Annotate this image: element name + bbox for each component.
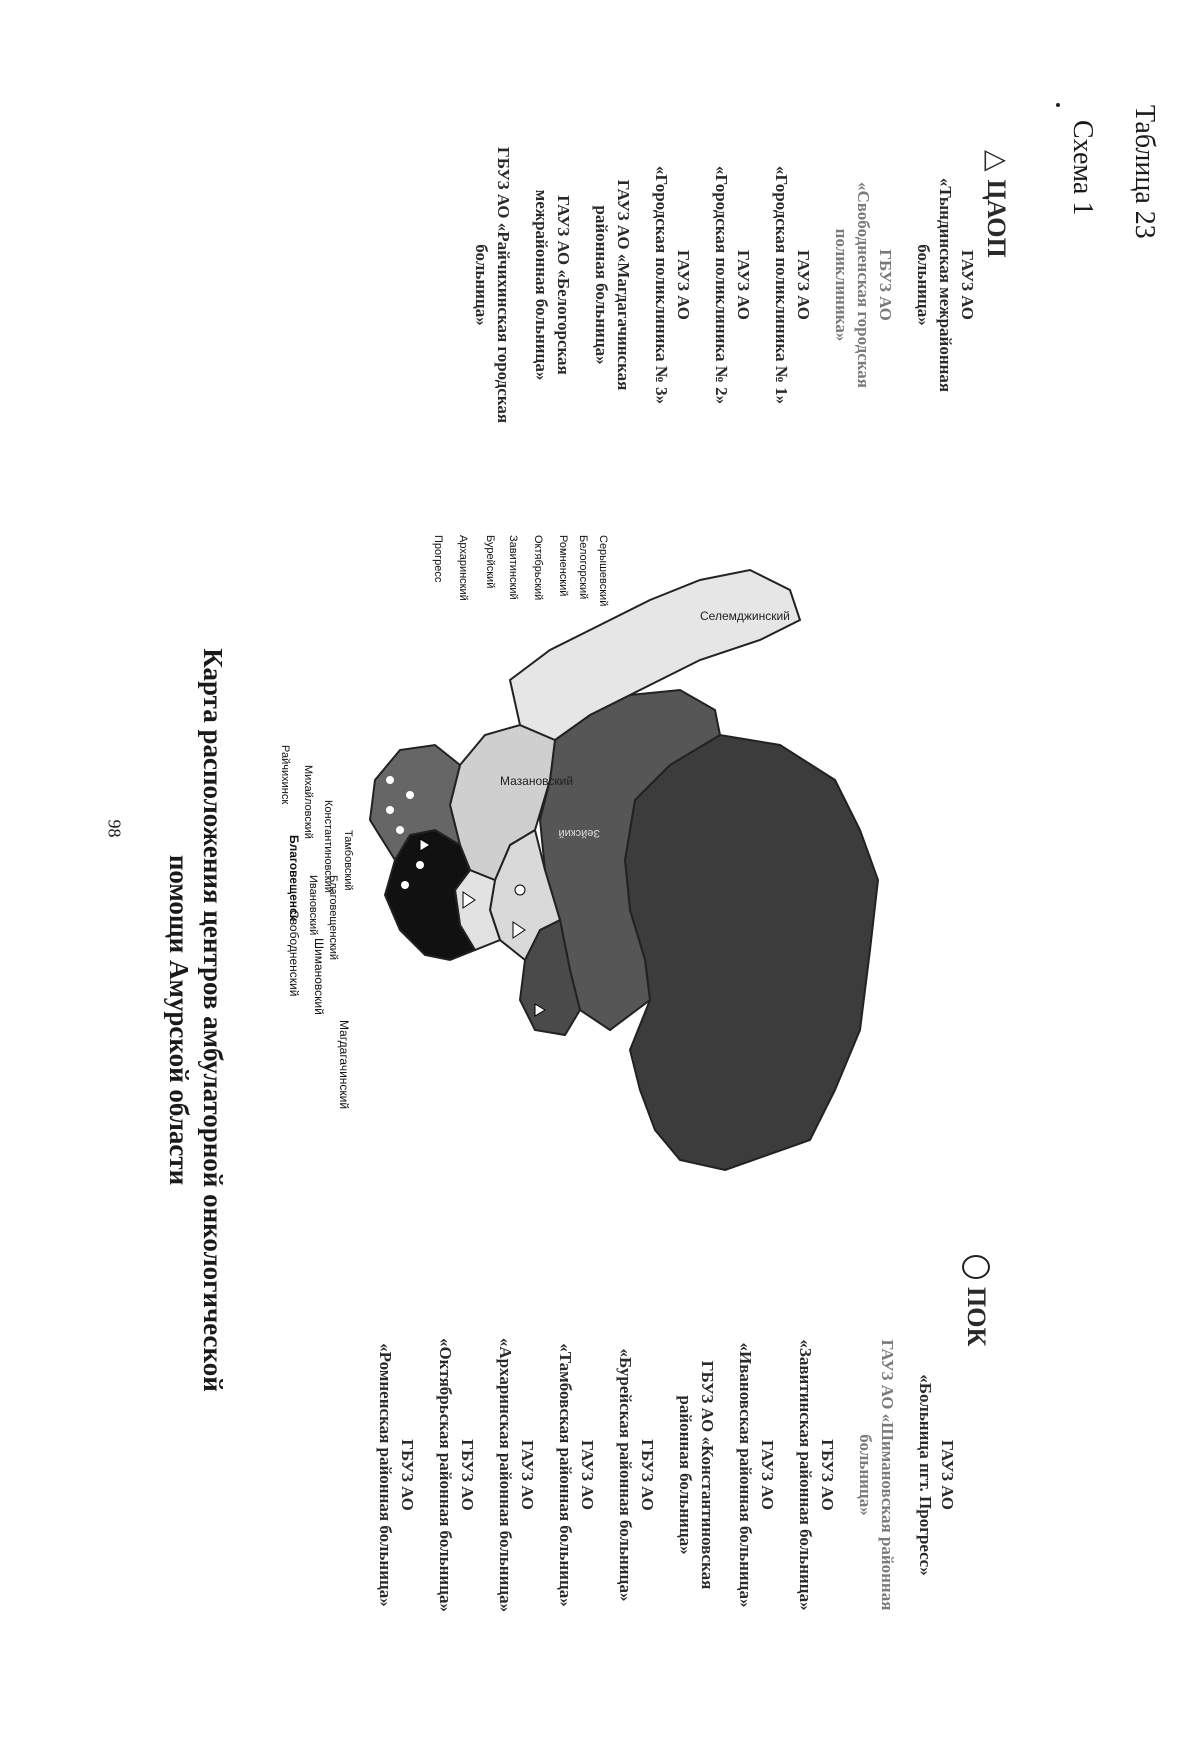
legend-pok: [358, 1195, 990, 1755]
entry-line: ГБУЗ АО: [818, 1439, 837, 1511]
legend-entry: [912, 90, 978, 480]
pok-marker-circle: [386, 776, 394, 784]
entry-line: ГАУЗ АО: [518, 1440, 537, 1510]
legend-entry: [374, 1195, 418, 1755]
map-label: Шимановский: [312, 938, 326, 1015]
pok-marker-circle: [396, 826, 404, 834]
triangle-icon: △: [981, 150, 1012, 172]
legend-entry: [614, 1195, 658, 1755]
legend-entry: [830, 90, 896, 480]
legend-entry: [794, 1195, 838, 1755]
map-label: Зейский: [558, 827, 600, 839]
map-label: Райчихинск: [279, 745, 291, 805]
entry-line: районная больница»: [592, 205, 611, 365]
map-label: Завитинский: [507, 535, 519, 600]
entry-line: «Городская поликлиника № 2»: [712, 165, 731, 405]
pok-marker-circle: [401, 881, 409, 889]
map-label: Октябрьский: [532, 535, 544, 601]
entry-line: ГАУЗ АО «Шимановская районная: [878, 1339, 897, 1611]
legend-entry: [710, 90, 754, 480]
entry-line: «Городская поликлиника № 3»: [652, 165, 671, 405]
entry-line: ГБУЗ АО «Райчихинская городская: [494, 146, 513, 424]
legend-entry: [854, 1195, 898, 1755]
entry-line: «Тамбовская районная больница»: [556, 1343, 575, 1607]
entry-line: «Завитинская районная больница»: [796, 1339, 815, 1611]
entry-line: ГБУЗ АО: [638, 1439, 657, 1511]
map-label: Прогресс: [432, 535, 444, 583]
region-tyndinsky: [625, 735, 878, 1170]
map-label: Магдагачинский: [337, 1020, 351, 1110]
legend-entry: [734, 1195, 778, 1755]
entry-line: ГАУЗ АО: [734, 250, 753, 320]
entry-line: ГБУЗ АО: [398, 1439, 417, 1511]
entry-line: больница»: [472, 244, 491, 326]
map-label: Благовещенский: [327, 875, 339, 961]
entry-line: ГАУЗ АО: [794, 250, 813, 320]
entry-line: ГБУЗ АО «Константиновская: [698, 1360, 717, 1590]
entry-line: «Бурейская районная больница»: [616, 1348, 635, 1602]
map-label: Ивановский: [307, 875, 319, 936]
entry-line: «Городская поликлиника № 1»: [772, 165, 791, 405]
legend-caop-title: ЦАОП: [982, 179, 1011, 258]
entry-line: ГАУЗ АО «Магдагачинская: [614, 179, 633, 391]
entry-line: районная больница»: [676, 1395, 695, 1555]
map-label: Селемджинский: [700, 609, 790, 623]
map-label: Белогорский: [577, 535, 589, 600]
entry-line: ГБУЗ АО: [458, 1439, 477, 1511]
map-label: Мазановский: [500, 774, 574, 788]
amur-region-map: [270, 530, 930, 1190]
circle-icon: [962, 1255, 990, 1279]
map-title-line-2: помощи Амурской области: [164, 854, 194, 1186]
map-label: Архаринский: [457, 535, 469, 601]
table-label: Таблица 23: [1129, 105, 1160, 239]
legend-entry: [650, 90, 694, 480]
entry-line: «Тындинская межрайонная: [936, 177, 955, 393]
entry-line: больница»: [856, 1434, 875, 1516]
entry-line: ГАУЗ АО: [938, 1440, 957, 1510]
map-label: Тамбовский: [342, 830, 354, 891]
legend-caop: [454, 90, 1010, 480]
entry-line: «Ивановская районная больница»: [736, 1342, 755, 1608]
legend-caop-heading: [982, 150, 1010, 480]
pok-marker-circle: [386, 806, 394, 814]
legend-entry: [434, 1195, 478, 1755]
legend-entry: [590, 90, 634, 480]
entry-line: ГАУЗ АО: [758, 1440, 777, 1510]
entry-line: ГАУЗ АО: [674, 250, 693, 320]
entry-line: межрайонная больница»: [532, 189, 551, 381]
map-label: Константиновский: [322, 800, 334, 893]
entry-line: ГБУЗ АО: [876, 249, 895, 321]
rotated-page-content: [20, 90, 1160, 1690]
legend-pok-title: ПОК: [962, 1287, 991, 1347]
legend-entry: [770, 90, 814, 480]
map-title: [162, 630, 230, 1410]
map-title-line-1: Карта расположения центров амбулаторной онкологической: [198, 648, 228, 1392]
map-label: Ромненский: [557, 535, 569, 597]
legend-entry: [914, 1195, 958, 1755]
entry-line: больница»: [914, 244, 933, 326]
map-label: Благовещенск: [287, 835, 301, 921]
pok-marker-circle: [515, 885, 525, 895]
legend-entry: [530, 90, 574, 480]
entry-line: поликлиника»: [832, 228, 851, 342]
entry-line: ГАУЗ АО «Белогорская: [554, 195, 573, 375]
map-label: Михайловский: [302, 765, 314, 839]
pok-marker-circle: [406, 791, 414, 799]
legend-entry: [674, 1195, 718, 1755]
legend-entry: [470, 90, 514, 480]
entry-line: «Свободненская городская: [854, 181, 873, 389]
legend-entry: [554, 1195, 598, 1755]
entry-line: «Больница пгт. Прогресс»: [916, 1374, 935, 1576]
legend-entry: [494, 1195, 538, 1755]
entry-line: ГАУЗ АО: [578, 1440, 597, 1510]
pok-marker-circle: [416, 861, 424, 869]
map-label: Свободненский: [287, 910, 301, 997]
entry-line: ГАУЗ АО: [958, 250, 977, 320]
legend-pok-heading: [962, 1255, 990, 1755]
page-number: 98: [104, 819, 125, 838]
schema-label: Схема 1: [1067, 120, 1098, 216]
entry-line: «Октябрьская районная больница»: [436, 1337, 455, 1613]
entry-line: «Архаринская районная больница»: [496, 1337, 515, 1613]
map-label: Бурейский: [484, 535, 496, 589]
entry-line: «Ромненская районная больница»: [376, 1343, 395, 1607]
map-label: Серышевский: [597, 535, 609, 607]
